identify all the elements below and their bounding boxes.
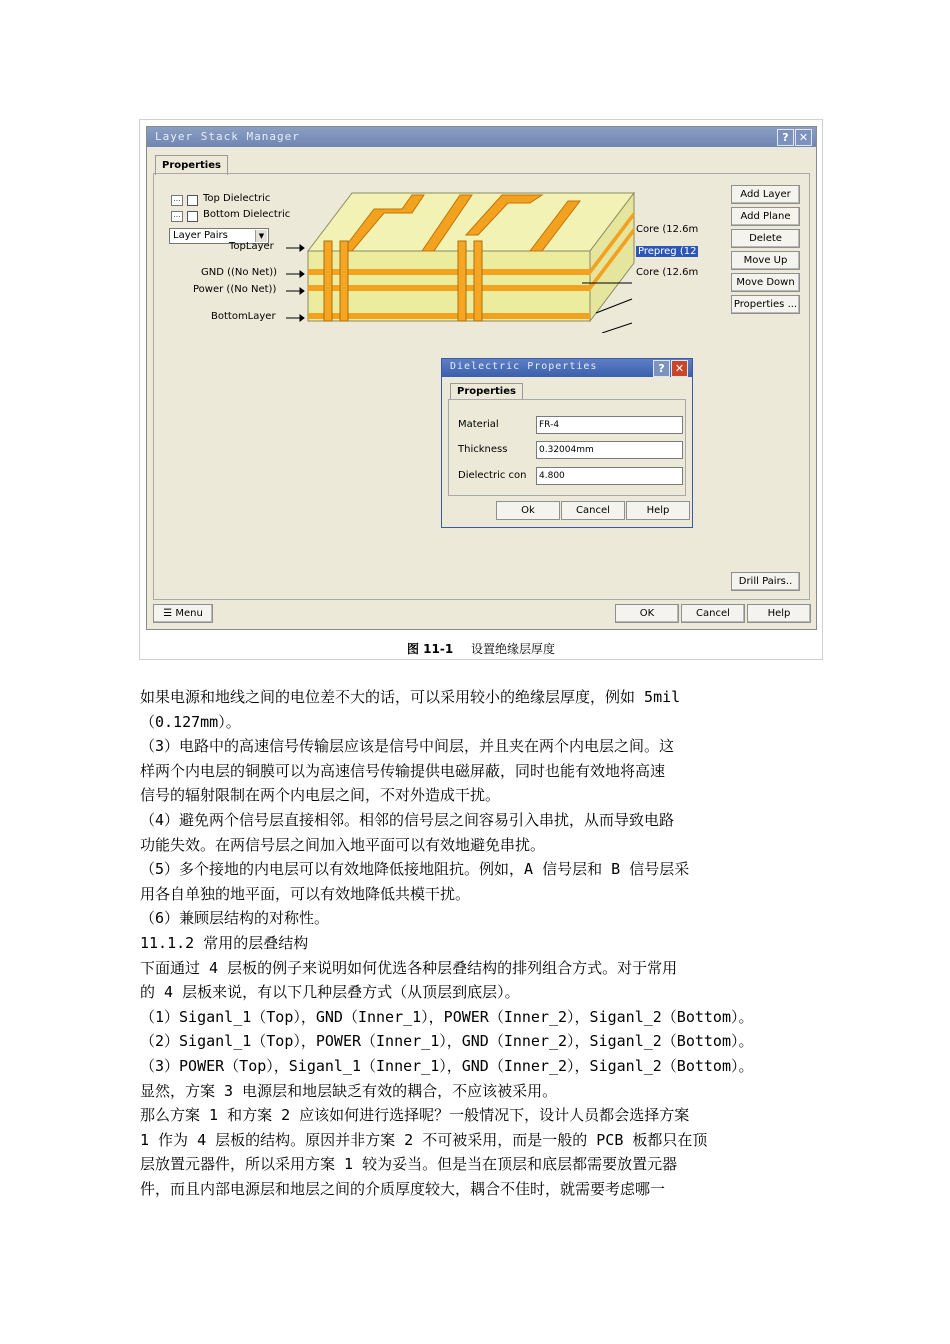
caption-text: 设置绝缘层厚度: [471, 642, 556, 656]
dialog-close-icon[interactable]: ✕: [671, 360, 688, 377]
top-dielectric-label: Top Dielectric: [203, 193, 271, 204]
dielectric-constant-label: Dielectric con: [458, 470, 527, 481]
move-down-button[interactable]: Move Down: [731, 273, 800, 292]
properties-button[interactable]: Properties ...: [731, 295, 800, 314]
section-heading: 11.1.2 常用的层叠结构: [140, 933, 309, 952]
cancel-button[interactable]: Cancel: [681, 604, 745, 623]
body-line: 用各自单独的地平面，可以有效地降低共模干扰。: [140, 884, 471, 903]
body-line: （2）Siganl_1（Top），POWER（Inner_1），GND（Inner_2），Siganl_2（Bottom）。: [140, 1032, 754, 1051]
top-dielectric-button[interactable]: …: [171, 195, 183, 206]
drill-pairs-button[interactable]: Drill Pairs..: [731, 572, 800, 591]
body-line: 功能失效。在两信号层之间加入地平面可以有效地避免串扰。: [140, 835, 546, 854]
gnd-layer-label: GND ((No Net)): [201, 267, 278, 278]
delete-button[interactable]: Delete: [731, 229, 800, 248]
body-line: （0.127mm）。: [140, 712, 241, 731]
body-line: （1）Siganl_1（Top），GND（Inner_1），POWER（Inner_2），Siganl_2（Bottom）。: [140, 1007, 754, 1026]
bottom-dielectric-label: Bottom Dielectric: [203, 209, 291, 220]
body-line: 那么方案 1 和方案 2 应该如何进行选择呢？一般情况下，设计人员都会选择方案: [140, 1106, 690, 1125]
add-layer-button[interactable]: Add Layer: [731, 185, 800, 204]
help-icon[interactable]: ?: [777, 129, 794, 146]
top-dielectric-checkbox[interactable]: [187, 195, 198, 206]
dialog-tab-properties[interactable]: Properties: [450, 383, 523, 400]
dialog-help-button[interactable]: Help: [626, 501, 690, 520]
close-icon[interactable]: ✕: [795, 129, 812, 146]
pcb-stack-illustration: [282, 183, 642, 333]
prepreg-label[interactable]: Prepreg (12: [638, 246, 697, 257]
body-line: 如果电源和地线之间的电位差不大的话，可以采用较小的绝缘层厚度，例如 5mil: [140, 688, 681, 706]
bottom-dielectric-button[interactable]: …: [171, 211, 183, 222]
body-line: （6）兼顾层结构的对称性。: [140, 909, 330, 928]
help-button[interactable]: Help: [747, 604, 811, 623]
body-line: （4）避免两个信号层直接相邻。相邻的信号层之间容易引入串扰，从而导致电路: [140, 810, 675, 829]
body-line: 样两个内电层的铜膜可以为高速信号传输提供电磁屏蔽，同时也能有效地将高速: [140, 761, 666, 780]
power-layer-label: Power ((No Net)): [193, 284, 277, 295]
thickness-field[interactable]: 0.32004mm: [536, 441, 683, 459]
layer-pairs-value: Layer Pairs: [173, 230, 228, 241]
ok-button[interactable]: OK: [615, 604, 679, 623]
body-text: [140, 685, 814, 1201]
window-title: Layer Stack Manager: [155, 130, 300, 143]
dialog-help-icon[interactable]: ?: [653, 360, 670, 377]
tab-properties[interactable]: Properties: [155, 155, 228, 175]
figure-caption: [140, 640, 822, 657]
body-line: （5）多个接地的内电层可以有效地降低接地阻抗。例如，A 信号层和 B 信号层采: [140, 860, 690, 879]
thickness-label: Thickness: [458, 444, 508, 455]
body-line: 显然，方案 3 电源层和地层缺乏有效的耦合，不应该被采用。: [140, 1081, 558, 1100]
bottom-layer-label: BottomLayer: [211, 311, 276, 322]
chevron-down-icon[interactable]: ▼: [255, 230, 267, 242]
caption-number: 图 11-1: [406, 642, 454, 656]
dielectric-constant-field[interactable]: 4.800: [536, 467, 683, 485]
body-line: （3）电路中的高速信号传输层应该是信号中间层，并且夹在两个内电层之间。这: [140, 737, 675, 756]
body-line: 层放置元器件，所以采用方案 1 较为妥当。但是当在顶层和底层都需要放置元器: [140, 1155, 678, 1174]
top-layer-label: TopLayer: [229, 241, 274, 252]
dialog-title-bar: [442, 359, 692, 377]
layer-stack-manager-window: [146, 126, 817, 630]
menu-label: Menu: [175, 608, 203, 619]
material-field[interactable]: FR-4: [536, 416, 683, 434]
body-line: 1 作为 4 层板的结构。原因并非方案 2 不可被采用，而是一般的 PCB 板都只在顶: [140, 1130, 708, 1149]
core-label-2: Core (12.6m: [636, 267, 699, 278]
material-label: Material: [458, 419, 499, 430]
dialog-cancel-button[interactable]: Cancel: [561, 501, 625, 520]
move-up-button[interactable]: Move Up: [731, 251, 800, 270]
menu-icon: ☰: [163, 608, 176, 619]
dialog-ok-button[interactable]: Ok: [496, 501, 560, 520]
body-line: 件，而且内部电源层和地层之间的介质厚度较大，耦合不佳时，就需要考虑哪一: [140, 1179, 666, 1198]
figure-11-1: [139, 119, 823, 660]
menu-button[interactable]: [153, 604, 213, 623]
dialog-title: Dielectric Properties: [450, 361, 598, 372]
core-label-1: Core (12.6m: [636, 224, 699, 235]
dielectric-properties-dialog: [441, 358, 693, 528]
title-bar: [147, 127, 816, 147]
bottom-dielectric-checkbox[interactable]: [187, 211, 198, 222]
add-plane-button[interactable]: Add Plane: [731, 207, 800, 226]
body-line: 下面通过 4 层板的例子来说明如何优选各种层叠结构的排列组合方式。对于常用: [140, 958, 678, 977]
body-line: 的 4 层板来说，有以下几种层叠方式（从顶层到底层）。: [140, 983, 520, 1002]
body-line: 信号的辐射限制在两个内电层之间，不对外造成干扰。: [140, 786, 501, 805]
body-line: （3）POWER（Top），Siganl_1（Inner_1），GND（Inner_2），Siganl_2（Bottom）。: [140, 1056, 754, 1075]
